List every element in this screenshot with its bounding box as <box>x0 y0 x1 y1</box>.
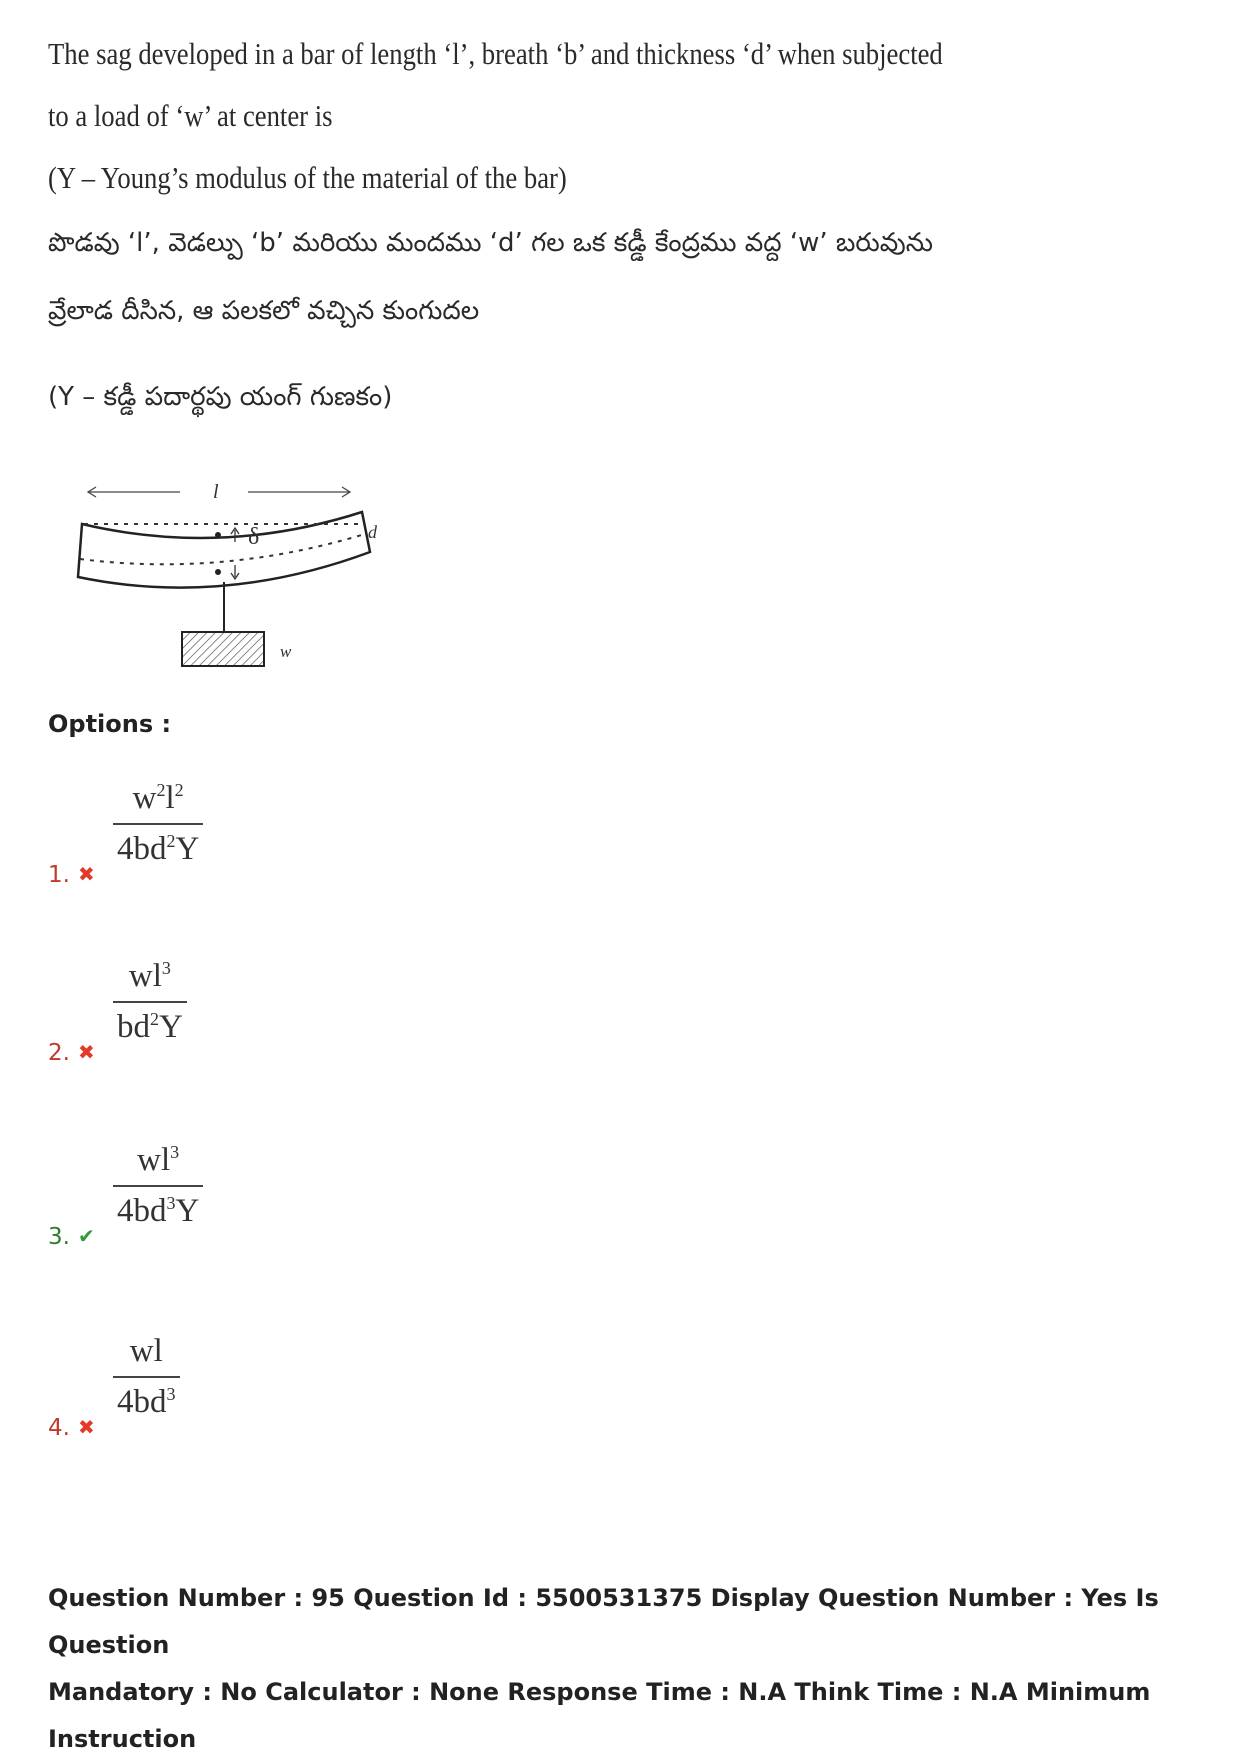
metadata-line-2: Mandatory : No Calculator : None Response Time : N.A Think Time : N.A Minimum Instruction <box>48 1678 1151 1753</box>
formula-denominator: $4bd^3$ <box>113 1376 180 1421</box>
hanging-weight <box>182 632 264 666</box>
option-number: 1. <box>48 862 70 888</box>
option-number: 2. <box>48 1040 70 1066</box>
option-3[interactable] <box>48 1142 448 1252</box>
option-formula <box>113 958 187 1046</box>
question-line-5-telugu: వ్రేలాడ దీసిన, ఆ పలకలో వచ్చిన కుంగుదల <box>48 296 480 326</box>
option-2[interactable] <box>48 958 448 1068</box>
question-line-4-telugu: పొడవు ‘l’, వెడల్పు ‘b’ మరియు మందము ‘d’ గల ఒక కడ్డీ కేంద్రము వద్ద ‘w’ బరువును <box>48 228 933 258</box>
option-4[interactable] <box>48 1333 448 1443</box>
option-formula <box>113 780 203 868</box>
formula-numerator: $w^2l^2$ <box>132 780 184 816</box>
wrong-cross-icon: ✖ <box>78 1415 95 1439</box>
question-line-1: The sag developed in a bar of length ‘l’, breath ‘b’ and thickness ‘d’ when subjected <box>48 36 943 71</box>
metadata-line-1: Question Number : 95 Question Id : 5500531375 Display Question Number : Yes Is Question <box>48 1584 1159 1659</box>
question-metadata <box>48 1575 1208 1763</box>
bending-bar-figure <box>70 472 400 682</box>
option-1[interactable] <box>48 780 448 890</box>
option-formula <box>113 1333 180 1421</box>
sag-label: δ <box>248 524 260 550</box>
length-label: l <box>213 481 219 503</box>
formula-denominator: $bd^2Y$ <box>113 1001 187 1046</box>
formula-numerator: $wl^3$ <box>137 1142 180 1178</box>
length-arrow <box>88 487 350 497</box>
option-formula <box>113 1142 203 1230</box>
option-number: 3. <box>48 1224 70 1250</box>
options-heading: Options : <box>48 710 172 738</box>
thickness-label: d <box>368 522 377 542</box>
formula-numerator: wl <box>129 1333 163 1369</box>
question-line-2: to a load of ‘w’ at center is <box>48 98 333 133</box>
formula-numerator: $wl^3$ <box>128 958 171 994</box>
weight-label: w <box>280 642 292 661</box>
question-line-3: (Y – Young’s modulus of the material of the bar) <box>48 160 567 195</box>
formula-denominator: $4bd^3Y$ <box>113 1185 203 1230</box>
option-number: 4. <box>48 1415 70 1441</box>
wrong-cross-icon: ✖ <box>78 862 95 886</box>
correct-check-icon: ✔ <box>78 1224 95 1248</box>
formula-denominator: $4bd^2Y$ <box>113 823 203 868</box>
question-line-6-telugu: (Y – కడ్డీ పదార్థపు యంగ్ గుణకం) <box>48 382 393 412</box>
wrong-cross-icon: ✖ <box>78 1040 95 1064</box>
